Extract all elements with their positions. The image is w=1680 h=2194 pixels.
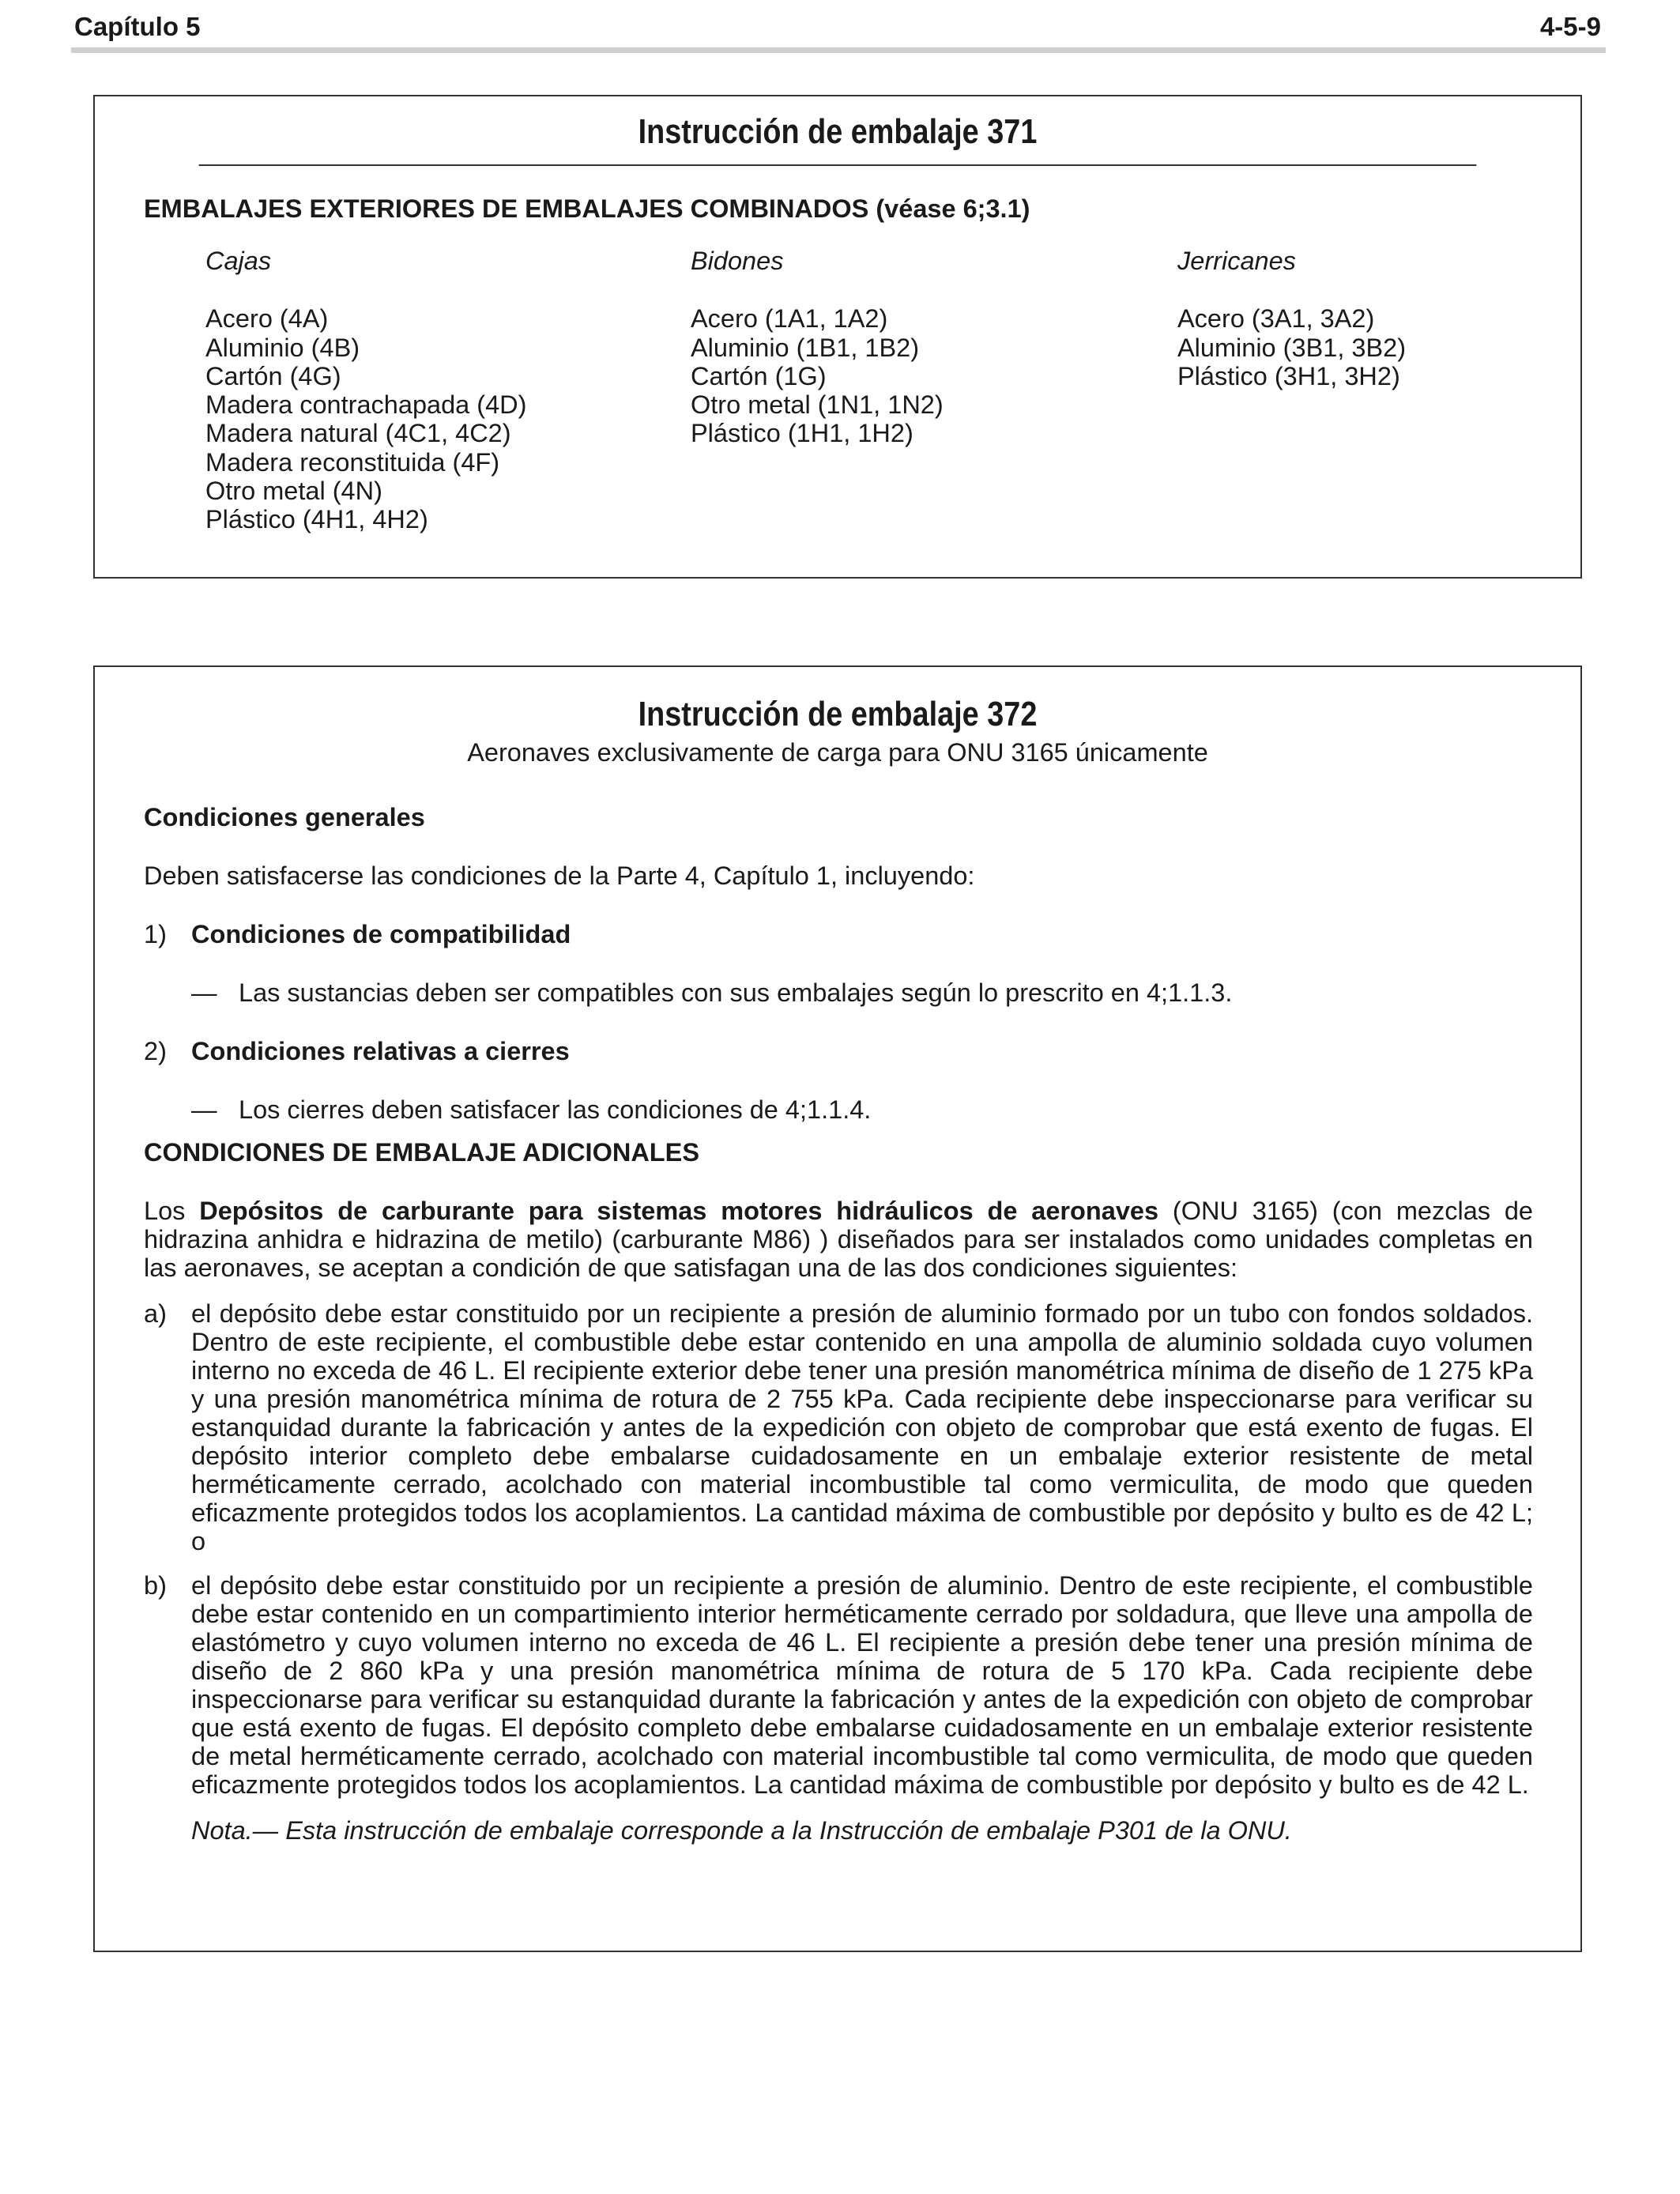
- option-letter: b): [144, 1571, 167, 1600]
- list-item: Plástico (4H1, 4H2): [205, 505, 428, 534]
- column-jerricanes: [1177, 247, 1406, 390]
- list-item: Acero (3A1, 3A2): [1177, 304, 1375, 334]
- pi371-outer-heading: EMBALAJES EXTERIORES DE EMBALAJES COMBINADOS (véase 6;3.1): [144, 194, 1030, 223]
- list-item: Cartón (1G): [691, 361, 827, 390]
- header-rule: [71, 47, 1606, 53]
- condition-heading: Condiciones relativas a cierres: [191, 1037, 570, 1065]
- pi371-columns: [205, 247, 1580, 563]
- list-item: Cartón (4G): [205, 361, 341, 390]
- column-heading: Jerricanes: [1177, 247, 1296, 275]
- condition-number: 1): [144, 920, 167, 948]
- list-item: Otro metal (1N1, 1N2): [691, 390, 944, 420]
- condition-text: Las sustancias deben ser compatibles con sus embalajes según lo prescrito en 4;1.1.3.: [239, 978, 1233, 1007]
- list-item: Plástico (1H1, 1H2): [691, 419, 913, 448]
- running-header: [71, 5, 1606, 47]
- condition-2-detail: [144, 1095, 1533, 1124]
- pi372-subtitle: Aeronaves exclusivamente de carga para ONU 3165 únicamente: [467, 738, 1208, 767]
- page-number: 4-5-9: [1539, 12, 1601, 41]
- option-b: [144, 1571, 1533, 1799]
- option-text: el depósito debe estar constituido por un recipiente a presión de aluminio. Dentro de este recipiente, el combustible debe estar contenido en un compartimiento interior herméticamente cerrado por soldadura, que lleve una ampolla de elastómetro y cuyo volumen interno no exceda de 46 L. El recipiente a presión debe tener una presión mínima de diseño de 2 860 kPa y una presión manométrica mínima de rotura de 5 170 kPa. Cada recipiente debe inspeccionarse para verificar su estanquidad durante la fabricación y antes de la expedición con objeto de comprobar que está exento de fugas. El depósito completo debe embalarse cuidadosamente en un embalaje exterior resistente de metal herméticamente cerrado, acolchado con material incombustible tal como vermiculita, de modo que queden eficazmente protegidos todos los acoplamientos. La cantidad máxima de combustible por depósito y bulto es de 42 L.: [191, 1571, 1533, 1799]
- condition-2: [144, 1037, 1533, 1065]
- list-item: Plástico (3H1, 3H2): [1177, 361, 1400, 390]
- list-item: Madera reconstituida (4F): [205, 447, 500, 477]
- packing-instruction-372-box: [93, 665, 1582, 1952]
- condition-text: Los cierres deben satisfacer las condiciones de 4;1.1.4.: [239, 1095, 872, 1124]
- condition-1-detail: [144, 978, 1533, 1007]
- column-bidones: [691, 247, 944, 448]
- list-item: Otro metal (4N): [205, 477, 382, 506]
- pi371-outer-heading-wrap: [144, 194, 1533, 224]
- column-heading: Bidones: [691, 247, 784, 275]
- pi371-title: Instrucción de embalaje 371: [199, 96, 1477, 166]
- list-item: Aluminio (4B): [205, 333, 360, 362]
- condition-number: 2): [144, 1037, 167, 1065]
- column-cajas: [205, 247, 526, 534]
- additional-conditions-heading: CONDICIONES DE EMBALAJE ADICIONALES: [144, 1138, 700, 1167]
- pi372-title: Instrucción de embalaje 372: [638, 695, 1038, 733]
- intro-prefix: Los: [144, 1197, 200, 1225]
- em-dash: —: [191, 978, 217, 1007]
- intro-bold-term: Depósitos de carburante para sistemas motores hidráulicos de aeronaves: [199, 1197, 1159, 1225]
- option-text: el depósito debe estar constituido por un recipiente a presión de aluminio formado por un tubo con fondos soldados. Dentro de este recipiente, el combustible debe estar contenido en una ampolla de aluminio soldada cuyo volumen interno no exceda de 46 L. El recipiente exterior debe tener una presión manométrica mínima de diseño de 1 275 kPa y una presión manométrica mínima de rotura de 2 755 kPa. Cada recipiente debe inspeccionarse para verificar su estanquidad durante la fabricación y antes de la expedición con objeto de comprobar que está exento de fugas. El depósito interior completo debe embalarse cuidadosamente en un embalaje exterior resistente de metal herméticamente cerrado, acolchado con material incombustible tal como vermiculita, de modo que queden eficazmente protegidos todos los acoplamientos. La cantidad máxima de combustible por depósito y bulto es de 42 L; o: [191, 1299, 1533, 1555]
- list-item: Acero (4A): [205, 304, 329, 334]
- option-letter: a): [144, 1299, 167, 1328]
- additional-conditions-intro: [144, 1197, 1533, 1282]
- em-dash: —: [191, 1095, 217, 1124]
- column-heading: Cajas: [205, 247, 272, 275]
- list-item: Aluminio (1B1, 1B2): [691, 333, 920, 362]
- list-item: Aluminio (3B1, 3B2): [1177, 333, 1407, 362]
- chapter-label: Capítulo 5: [74, 12, 201, 41]
- general-conditions-intro: Deben satisfacerse las condiciones de la Parte 4, Capítulo 1, incluyendo:: [144, 861, 975, 890]
- list-item: Acero (1A1, 1A2): [691, 304, 888, 334]
- list-item: Madera contrachapada (4D): [205, 390, 527, 420]
- option-a: [144, 1299, 1533, 1555]
- condition-heading: Condiciones de compatibilidad: [191, 920, 571, 948]
- packing-instruction-371-box: [93, 95, 1582, 579]
- note: Nota.— Esta instrucción de embalaje corresponde a la Instrucción de embalaje P301 de la ONU.: [191, 1816, 1292, 1845]
- condition-1: [144, 920, 1533, 948]
- general-conditions: [144, 803, 1533, 1845]
- general-conditions-heading: Condiciones generales: [144, 803, 425, 831]
- list-item: Madera natural (4C1, 4C2): [205, 419, 511, 448]
- intro-suffix: (ONU 3165) (con mezclas de hidrazina anhidra e hidrazina de metilo) (carburante M86) ) diseñados para ser instalados como unidades completas en las aeronaves, se aceptan a condición de que satisfagan una de las dos condiciones siguientes:: [144, 1197, 1534, 1282]
